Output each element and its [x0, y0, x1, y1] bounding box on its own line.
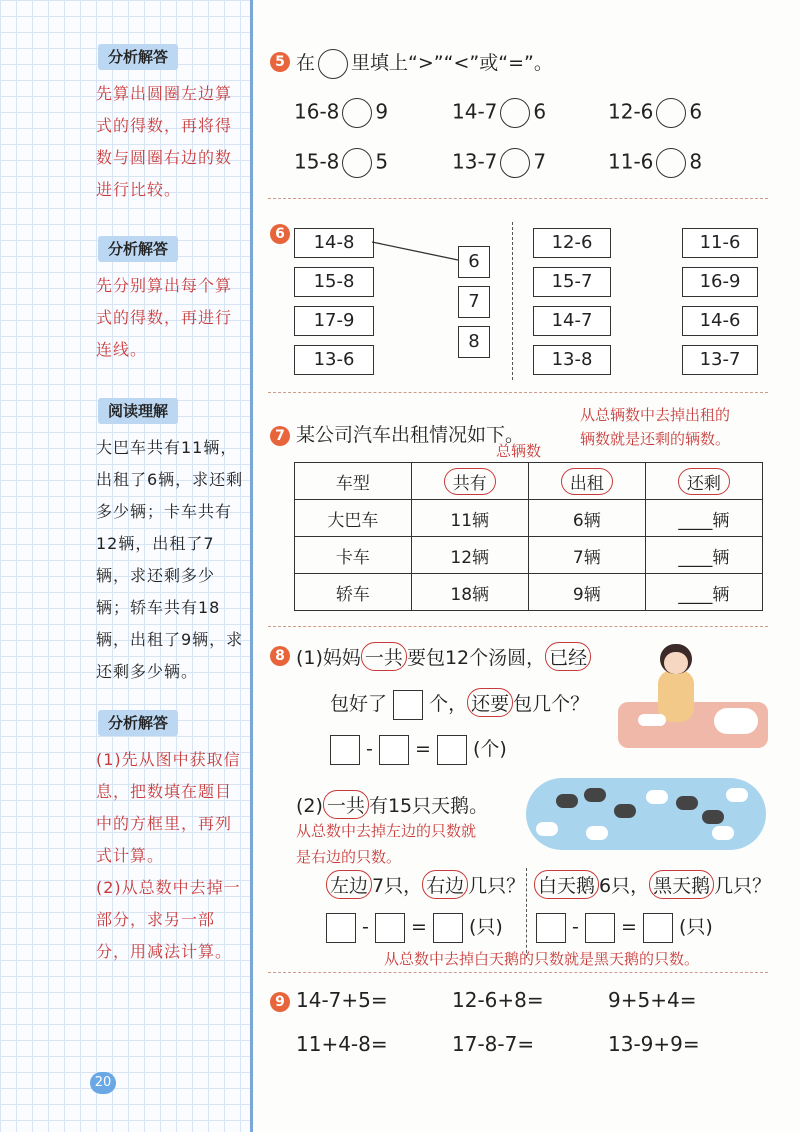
- annotation-left-right-1: 从总数中去掉左边的只数就: [296, 822, 477, 840]
- sidebar-note-4a: (1)先从图中获取信息，把数填在题目中的方框里，再列式计算。: [96, 750, 241, 865]
- q9-expr-1: 14-7+5=: [296, 988, 388, 1012]
- compare-circle[interactable]: [656, 148, 686, 178]
- question-7-text: 某公司汽车出租情况如下。: [296, 424, 525, 446]
- header-type: 车型: [295, 463, 412, 500]
- annotation-swans: 从总数中去掉白天鹅的只数就是黑天鹅的只数。: [384, 950, 700, 968]
- mother-dumplings-illustration: [618, 640, 768, 752]
- q6-answer-3[interactable]: 8: [458, 326, 490, 358]
- q6-answer-1[interactable]: 6: [458, 246, 490, 278]
- q9-expr-4: 11+4-8=: [296, 1032, 388, 1056]
- answer-box[interactable]: [585, 913, 615, 943]
- q8-part1-line1: (1)妈妈 一共 要包12个汤圆， 已经: [296, 642, 591, 671]
- answer-box[interactable]: [433, 913, 463, 943]
- q6-vertical-divider: [512, 222, 513, 380]
- q8-part2-line1: (2) 一共 有15只天鹅。: [296, 790, 488, 819]
- sidebar-note-2: 先分别算出每个算式的得数，再进行连线。: [96, 276, 233, 359]
- answer-box[interactable]: [379, 735, 409, 765]
- answer-blank[interactable]: ____辆: [645, 500, 762, 537]
- question-7-number: 7: [270, 426, 290, 446]
- section-divider: [268, 972, 768, 973]
- q9-expr-2: 12-6+8=: [452, 988, 544, 1012]
- answer-box[interactable]: [536, 913, 566, 943]
- sidebar: [0, 0, 250, 1132]
- q6-expr-right-2[interactable]: 16-9: [682, 267, 758, 297]
- header-remaining: 还剩: [645, 463, 762, 500]
- blank-circle-icon: [318, 49, 348, 79]
- answer-box[interactable]: [330, 735, 360, 765]
- answer-box[interactable]: [393, 690, 423, 720]
- answer-blank[interactable]: ____辆: [645, 537, 762, 574]
- q5-item-4: 15-8 5: [294, 148, 388, 178]
- q8-vertical-divider: [526, 868, 527, 958]
- q6-connect-line: [372, 230, 462, 270]
- q6-expr-right-1[interactable]: 11-6: [682, 228, 758, 258]
- q8-part1-equation: - = (个): [330, 734, 507, 765]
- sidebar-tag-analysis-1: 分析解答: [98, 44, 178, 70]
- sidebar-note-4b: (2)从总数中去掉一部分，求另一部分，用减法计算。: [96, 878, 241, 961]
- question-8-number: 8: [270, 646, 290, 666]
- q6-expr-mid-2[interactable]: 15-7: [533, 267, 611, 297]
- q5-prefix: 在: [296, 52, 316, 74]
- section-divider: [268, 392, 768, 393]
- annotation-remaining-2: 辆数就是还剩的辆数。: [580, 430, 731, 448]
- compare-circle[interactable]: [342, 98, 372, 128]
- question-5-number: 5: [270, 52, 290, 72]
- compare-circle[interactable]: [500, 98, 530, 128]
- annotation-total: 总辆数: [496, 442, 542, 460]
- q8-part2-left-equation: - = (只): [326, 912, 503, 943]
- sidebar-tag-reading: 阅读理解: [98, 398, 178, 424]
- section-divider: [268, 626, 768, 627]
- table-row: 轿车 18辆 9辆 ____辆: [295, 574, 763, 611]
- compare-circle[interactable]: [500, 148, 530, 178]
- compare-circle[interactable]: [342, 148, 372, 178]
- q6-expr-mid-1[interactable]: 12-6: [533, 228, 611, 258]
- swan-pond-illustration: [526, 770, 766, 850]
- q8-part2-right-equation: - = (只): [536, 912, 713, 943]
- table-header-row: [295, 463, 763, 500]
- q9-expr-3: 9+5+4=: [608, 988, 697, 1012]
- sidebar-note-1: 先算出圆圈左边算式的得数，再将得数与圆圈右边的数进行比较。: [96, 84, 233, 199]
- sidebar-tag-analysis-3: 分析解答: [98, 710, 178, 736]
- answer-box[interactable]: [326, 913, 356, 943]
- q5-item-5: 13-7 7: [452, 148, 546, 178]
- q6-expr-mid-3[interactable]: 14-7: [533, 306, 611, 336]
- section-divider: [268, 198, 768, 199]
- rental-table: [294, 462, 763, 611]
- q6-expr-right-4[interactable]: 13-7: [682, 345, 758, 375]
- table-row: 卡车 12辆 7辆 ____辆: [295, 537, 763, 574]
- q8-part2-right-question: 白天鹅 6只， 黑天鹅 几只？: [534, 870, 771, 899]
- q6-expr-right-3[interactable]: 14-6: [682, 306, 758, 336]
- q6-expr-left-1[interactable]: 14-8: [294, 228, 374, 258]
- q6-answer-2[interactable]: 7: [458, 286, 490, 318]
- sidebar-note-3: 大巴车共有11辆，出租了6辆，求还剩多少辆；卡车共有12辆，出租了7辆，求还剩多少辆；轿车共有18辆，出租了9辆，求还剩多少辆。: [96, 438, 244, 681]
- answer-box[interactable]: [437, 735, 467, 765]
- q5-suffix: 里填上“>”“<”或“=”。: [351, 52, 553, 74]
- annotation-remaining-1: 从总辆数中去掉出租的: [580, 406, 731, 424]
- answer-blank[interactable]: ____辆: [645, 574, 762, 611]
- sidebar-divider: [250, 0, 253, 1132]
- q8-part2-left-question: 左边 7只， 右边 几只？: [326, 870, 525, 899]
- sidebar-tag-analysis-2: 分析解答: [98, 236, 178, 262]
- q6-expr-left-3[interactable]: 17-9: [294, 306, 374, 336]
- q5-item-1: 16-8 9: [294, 98, 388, 128]
- q8-part1-line2: 包好了 个， 还要 包几个？: [330, 688, 589, 720]
- table-row: 大巴车 11辆 6辆 ____辆: [295, 500, 763, 537]
- question-9-number: 9: [270, 992, 290, 1012]
- page-number: 20: [90, 1072, 116, 1094]
- annotation-left-right-2: 是右边的只数。: [296, 848, 402, 866]
- q9-expr-5: 17-8-7=: [452, 1032, 535, 1056]
- answer-box[interactable]: [643, 913, 673, 943]
- q6-expr-mid-4[interactable]: 13-8: [533, 345, 611, 375]
- q5-item-2: 14-7 6: [452, 98, 546, 128]
- question-5-prompt: [296, 48, 553, 79]
- question-6-number: 6: [270, 224, 290, 244]
- compare-circle[interactable]: [656, 98, 686, 128]
- q9-expr-6: 13-9+9=: [608, 1032, 700, 1056]
- q6-expr-left-4[interactable]: 13-6: [294, 345, 374, 375]
- header-total: 共有: [411, 463, 528, 500]
- answer-box[interactable]: [375, 913, 405, 943]
- q5-item-6: 11-6 8: [608, 148, 702, 178]
- q5-item-3: 12-6 6: [608, 98, 702, 128]
- q6-expr-left-2[interactable]: 15-8: [294, 267, 374, 297]
- header-rented: 出租: [528, 463, 645, 500]
